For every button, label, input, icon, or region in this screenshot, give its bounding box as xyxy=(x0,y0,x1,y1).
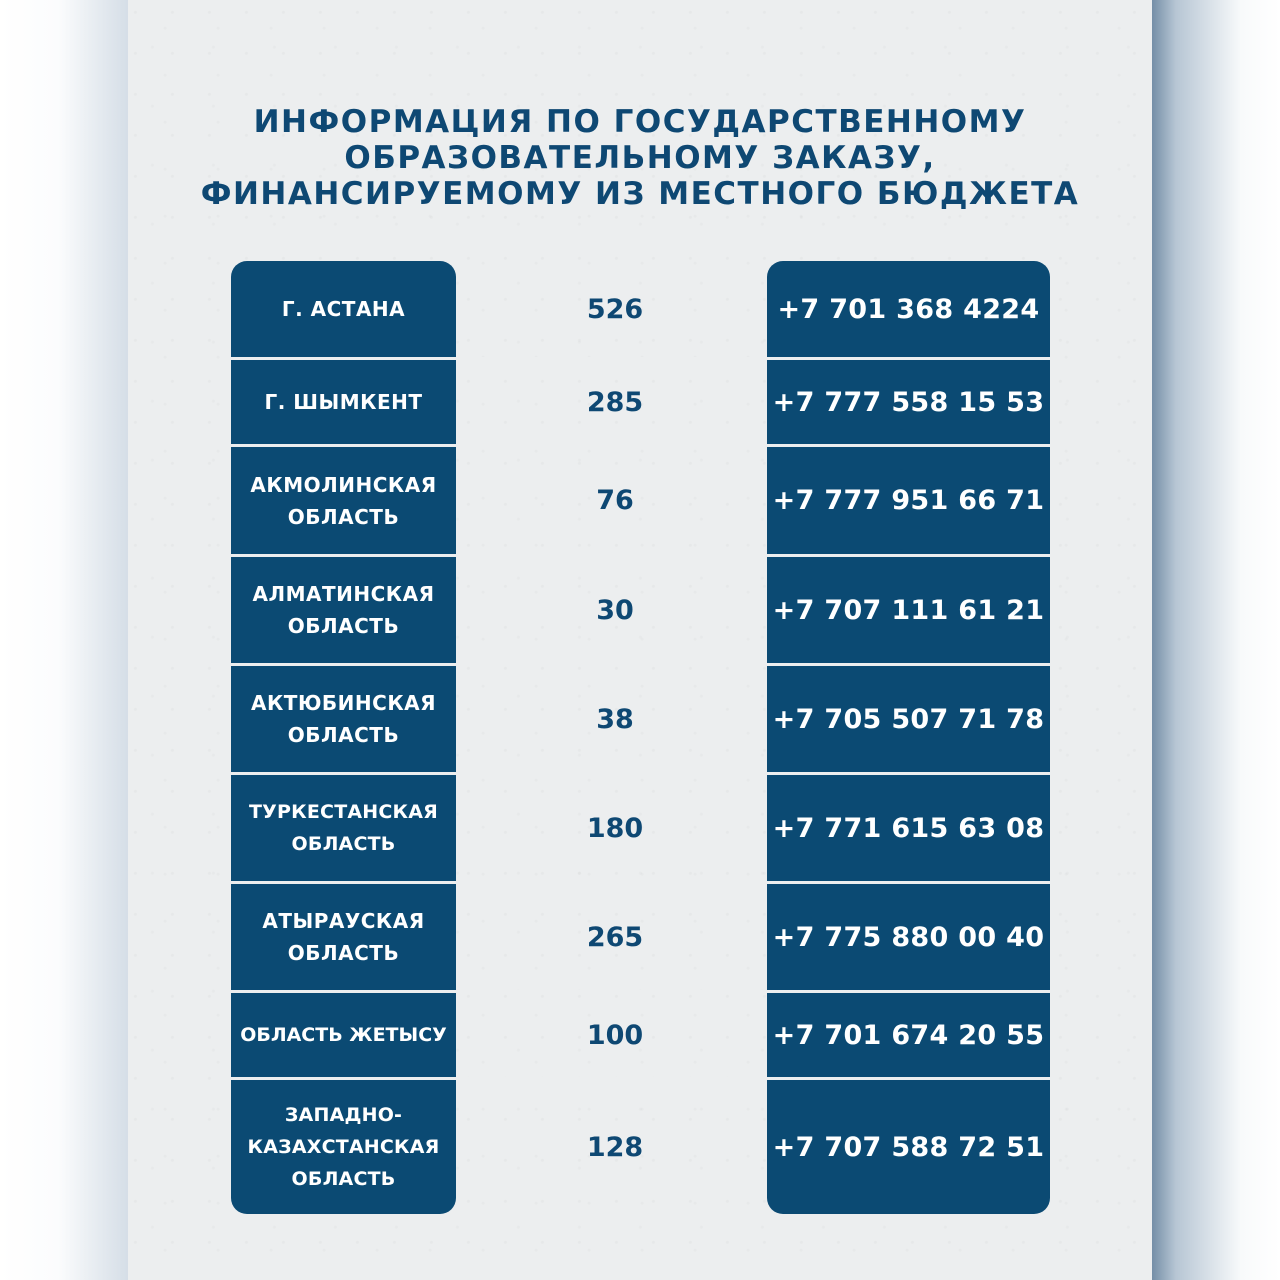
phone-number[interactable]: +7 707 588 72 51 xyxy=(772,1131,1045,1163)
page-title xyxy=(128,104,1152,212)
right-shadow xyxy=(1150,0,1280,1280)
phone-number[interactable]: +7 777 558 15 53 xyxy=(772,386,1045,418)
phone-number[interactable]: +7 701 674 20 55 xyxy=(772,1019,1045,1051)
order-count: 100 xyxy=(586,1019,644,1051)
region-name: АКТЮБИНСКАЯ ОБЛАСТЬ xyxy=(250,691,437,747)
left-margin xyxy=(0,0,130,1280)
order-count: 265 xyxy=(586,921,644,953)
phone-number[interactable]: +7 775 880 00 40 xyxy=(772,921,1045,953)
region-name: Г. АСТАНА xyxy=(281,297,406,321)
region-name: Г. ШЫМКЕНТ xyxy=(264,390,423,414)
order-count: 285 xyxy=(586,386,644,418)
region-name: АКМОЛИНСКАЯ ОБЛАСТЬ xyxy=(250,472,437,529)
phone-number[interactable]: +7 705 507 71 78 xyxy=(772,703,1045,735)
order-count: 76 xyxy=(596,485,634,516)
phone-number[interactable]: +7 701 368 4224 xyxy=(777,293,1040,325)
order-count: 38 xyxy=(596,703,634,735)
order-count: 526 xyxy=(586,293,644,325)
phone-number[interactable]: +7 707 111 61 21 xyxy=(772,594,1045,626)
order-count: 30 xyxy=(596,594,634,626)
region-name: ЗАПАДНО-КАЗАХСТАНСКАЯ ОБЛАСТЬ xyxy=(247,1104,440,1190)
region-name: АЛМАТИНСКАЯ ОБЛАСТЬ xyxy=(252,582,435,638)
title-line-3: ФИНАНСИРУЕМОМУ ИЗ МЕСТНОГО БЮДЖЕТА xyxy=(200,176,1080,212)
region-name: АТЫРАУСКАЯ ОБЛАСТЬ xyxy=(262,909,425,965)
order-count: 128 xyxy=(586,1131,644,1163)
region-name: ОБЛАСТЬ ЖЕТЫСУ xyxy=(240,1024,447,1046)
order-count: 180 xyxy=(586,812,644,844)
phone-number[interactable]: +7 777 951 66 71 xyxy=(772,485,1045,516)
phone-number[interactable]: +7 771 615 63 08 xyxy=(772,812,1045,844)
title-line-2: ОБРАЗОВАТЕЛЬНОМУ ЗАКАЗУ, xyxy=(344,140,936,176)
region-name: ТУРКЕСТАНСКАЯ ОБЛАСТЬ xyxy=(249,801,438,855)
title-line-1: ИНФОРМАЦИЯ ПО ГОСУДАРСТВЕННОМУ xyxy=(253,104,1027,140)
